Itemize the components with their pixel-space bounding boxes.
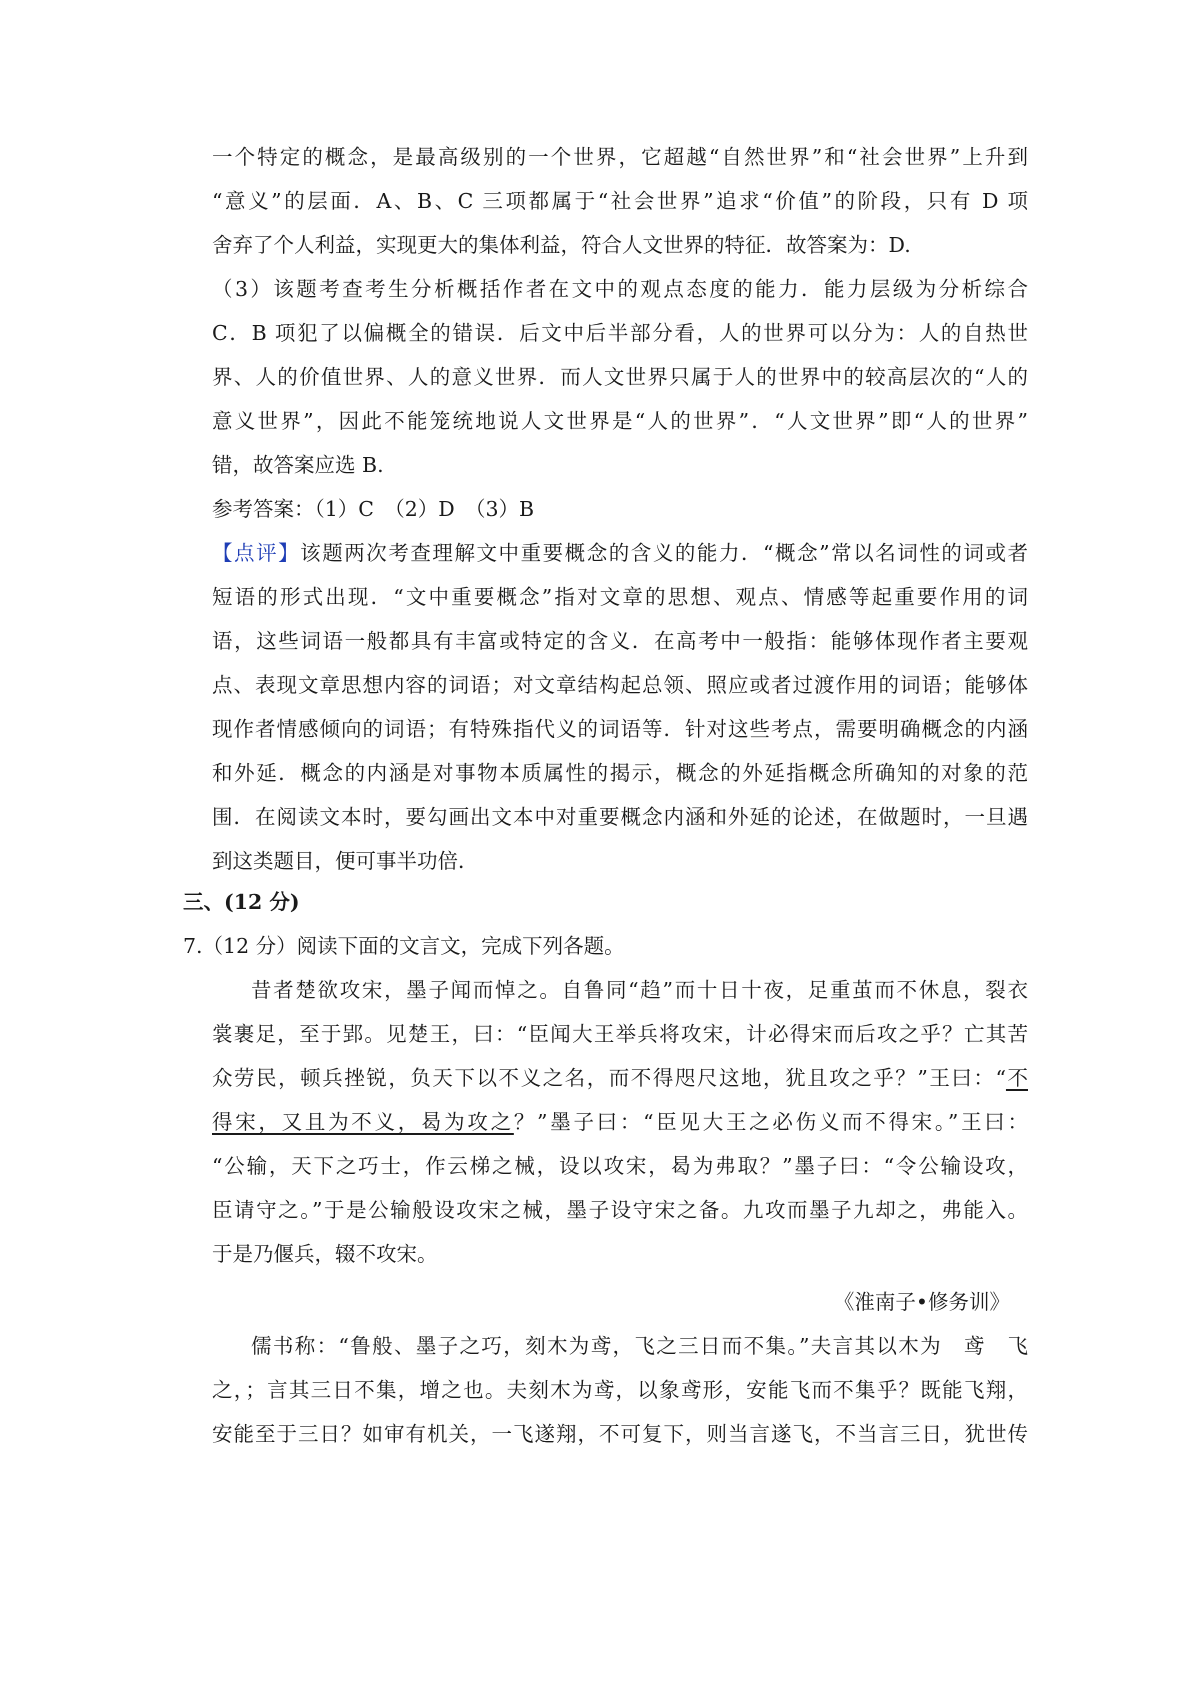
classical-text-line: 昔者楚欲攻宋，墨子闻而悼之。自鲁同“趋”而十日十夜，足重茧而不休息，裂衣 <box>251 978 1028 1002</box>
source-citation: 《淮南子•修务训》 <box>833 1290 1010 1314</box>
comment-tag: 【点评】 <box>212 541 301 565</box>
comment-line <box>212 539 1028 567</box>
text-line: 到这类题目，便可事半功倍． <box>212 849 479 873</box>
text-line: “意义”的层面．A、B、C 三项都属于“社会世界”追求“价值”的阶段，只有 D 项 <box>212 189 1028 213</box>
text-line: C．B 项犯了以偏概全的错误．后文中后半部分看，人的世界可以分为：人的自热世 <box>212 321 1028 345</box>
text-line: 意义世界”，因此不能笼统地说人文世界是“人的世界”．“人文世界”即“人的世界” <box>212 409 1028 433</box>
classical-text-line <box>212 1108 1028 1136</box>
question-title: 7.（12 分）阅读下面的文言文，完成下列各题。 <box>183 934 625 958</box>
classical-text-line: 臣请守之。”于是公输般设攻宋之械，墨子设守宋之备。九攻而墨子九却之，弗能入。 <box>212 1198 1028 1222</box>
comment-text: 该题两次考查理解文中重要概念的含义的能力．“概念”常以名词性的词或者 <box>300 541 1028 565</box>
classical-text-line: 之，；言其三日不集，增之也。夫刻木为鸢，以象鸢形，安能飞而不集乎？既能飞翔， <box>212 1378 1028 1402</box>
classical-text-line: 于是乃偃兵，辍不攻宋。 <box>212 1242 438 1266</box>
text-line: 语，这些词语一般都具有丰富或特定的含义．在高考中一般指：能够体现作者主要观 <box>212 629 1028 653</box>
classical-text-line: 裳裹足，至于郢。见楚王，曰：“臣闻大王举兵将攻宋，计必得宋而后攻之乎？亡其苦 <box>212 1022 1028 1046</box>
text-line: 现作者情感倾向的词语；有特殊指代义的词语等．针对这些考点，需要明确概念的内涵 <box>212 717 1028 741</box>
text-line: 错，故答案应选 B. <box>212 453 384 477</box>
text-line: 和外延．概念的内涵是对事物本质属性的揭示，概念的外延指概念所确知的对象的范 <box>212 761 1028 785</box>
text-line: 围．在阅读文本时，要勾画出文本中对重要概念内涵和外延的论述，在做题时，一旦遇 <box>212 805 1028 829</box>
text-line: 短语的形式出现．“文中重要概念”指对文章的思想、观点、情感等起重要作用的词 <box>212 585 1028 609</box>
text-line: 舍弃了个人利益，实现更大的集体利益，符合人文世界的特征．故答案为：D. <box>212 233 911 257</box>
section-heading: 三、(12 分) <box>183 890 300 914</box>
classical-text-line: 安能至于三日？如审有机关，一飞遂翔，不可复下，则当言遂飞，不当言三日，犹世传 <box>212 1422 1028 1446</box>
classical-text-line: “公输，天下之巧士，作云梯之械，设以攻宋，曷为弗取？”墨子曰：“令公输设攻， <box>212 1154 1028 1178</box>
classical-text-segment: 众劳民，顿兵挫锐，负天下以不义之名，而不得咫尺这地，犹且攻之乎？”王曰：“ <box>212 1066 1006 1090</box>
answer-line: 参考答案：（1）C （2）D （3）B <box>212 497 535 521</box>
underlined-sentence: 得宋，又且为不义，曷为攻之 <box>212 1110 514 1134</box>
text-line: （3）该题考查考生分析概括作者在文中的观点态度的能力．能力层级为分析综合 <box>212 277 1028 301</box>
text-line: 一个特定的概念，是最高级别的一个世界，它超越“自然世界”和“社会世界”上升到 <box>212 145 1028 169</box>
classical-text-line <box>212 1064 1028 1092</box>
classical-text-line: 儒书称：“鲁般、墨子之巧，刻木为鸢，飞之三日而不集。”夫言其以木为 鸢 飞 <box>251 1334 1028 1358</box>
underlined-sentence: 不 <box>1005 1066 1028 1090</box>
text-line: 界、人的价值世界、人的意义世界．而人文世界只属于人的世界中的较高层次的“人的 <box>212 365 1028 389</box>
text-line: 点、表现文章思想内容的词语；对文章结构起总领、照应或者过渡作用的词语；能够体 <box>212 673 1028 697</box>
classical-text-segment: ？”墨子曰：“臣见大王之必伤义而不得宋。”王曰： <box>513 1110 1028 1134</box>
